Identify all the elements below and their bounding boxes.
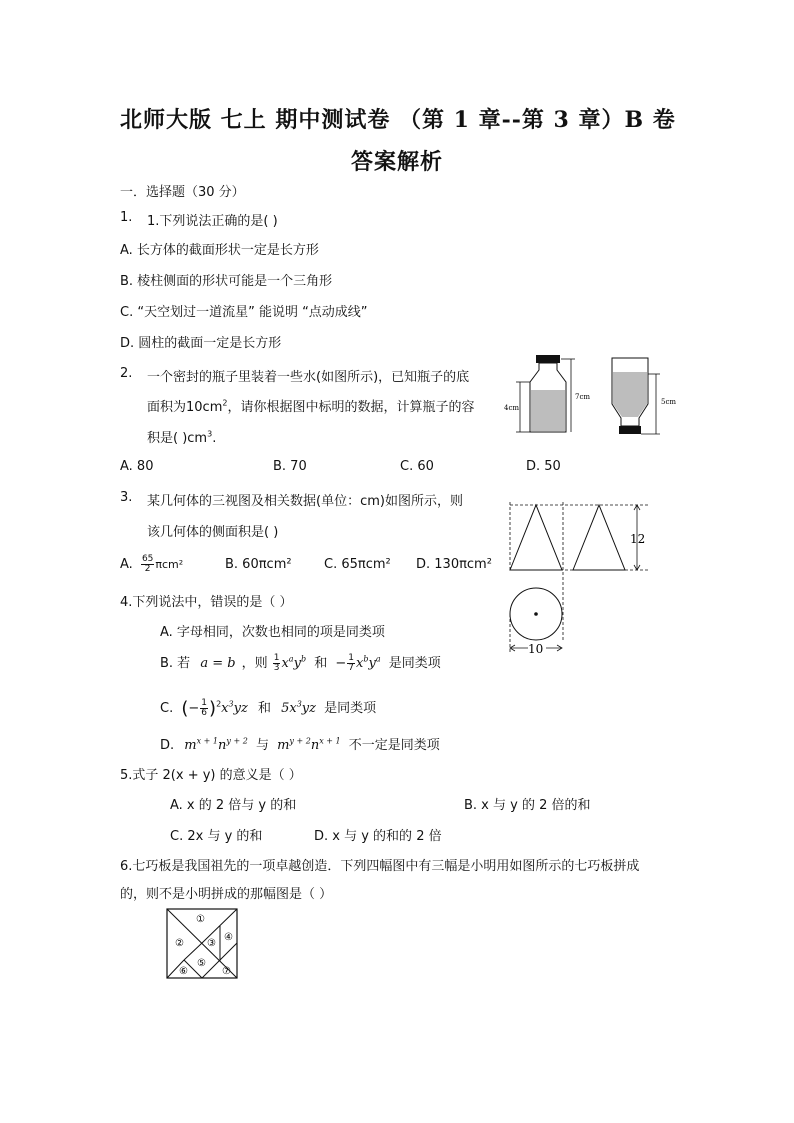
q1-option-b: B. 棱柱侧面的形状可能是一个三角形 xyxy=(120,274,333,289)
bottle-height-label: 7cm xyxy=(575,393,591,401)
tangram-piece-1: ① xyxy=(196,914,205,925)
tangram-piece-7: ⑦ xyxy=(222,966,231,977)
q6-line1: 6.七巧板是我国祖先的一项卓越创造．下列四幅图中有三幅是小明用如图所示的七巧板拼成 xyxy=(120,859,640,874)
q3-option-c: C. 65πcm² xyxy=(324,557,391,572)
cone-height-label: 12 xyxy=(630,532,646,546)
q1-stem: 1.下列说法正确的是( ) xyxy=(147,214,278,229)
q3-line2: 该几何体的侧面积是( ) xyxy=(147,525,279,540)
q2-option-c: C. 60 xyxy=(400,459,434,474)
q4-option-a: A. 字母相同，次数也相同的项是同类项 xyxy=(160,625,385,640)
q4-option-c: C. (− $\frac{1}{6}$ )$^2x^3yz$ 和 $5x^3yz$ 是同类项 xyxy=(160,698,377,719)
bottle-figure xyxy=(498,352,688,438)
three-view-figure xyxy=(500,502,660,657)
q5-option-b: B. x 与 y 的 2 倍的和 xyxy=(464,798,591,813)
q1-option-c: C. “天空划过一道流星” 能说明 “点动成线” xyxy=(120,305,368,320)
q4-stem: 4.下列说法中，错误的是（ ） xyxy=(120,595,293,610)
q2-line2: 面积为$10cm^2$，请你根据图中标明的数据，计算瓶子的容 xyxy=(147,398,475,415)
q3-option-d: D. 130πcm² xyxy=(416,557,492,572)
q5-option-c: C. 2x 与 y 的和 xyxy=(170,829,263,844)
q2-option-b: B. 70 xyxy=(273,459,307,474)
cone-diameter-label: 10 xyxy=(528,642,544,656)
q3-option-a: A. $\frac{65}{2}$ πcm² xyxy=(120,554,184,574)
tangram-piece-4: ④ xyxy=(224,932,233,943)
q5-stem: 5.式子 2(x + y) 的意义是（ ） xyxy=(120,768,302,783)
q2-number: 2. xyxy=(120,366,133,381)
q4-option-d: D. $m^{x + 1}n^{y + 2}$ 与 $m^{y + 2}n^{x + 1}$ 不一定是同类项 xyxy=(160,736,440,753)
section-heading: 一．选择题（30 分） xyxy=(120,185,245,200)
q2-line1: 一个密封的瓶子里装着一些水(如图所示)，已知瓶子的底 xyxy=(147,370,470,385)
tangram-piece-6: ⑥ xyxy=(179,966,188,977)
tangram-figure xyxy=(166,908,240,980)
q5-option-d: D. x 与 y 的和的 2 倍 xyxy=(314,829,442,844)
q6-line2: 的，则不是小明拼成的那幅图是（ ） xyxy=(120,887,333,902)
inverted-height-label: 5cm xyxy=(661,398,677,406)
q2-option-d: D. 50 xyxy=(526,459,561,474)
q1-option-d: D. 圆柱的截面一定是长方形 xyxy=(120,336,282,351)
page-title: 北师大版 七上 期中测试卷 （第 1 章--第 3 章）B 卷 xyxy=(120,107,676,133)
q3-line1: 某几何体的三视图及相关数据(单位：cm)如图所示，则 xyxy=(147,494,463,509)
q4-option-b: B. 若 a = b ，则 $\frac{1}{3}$ $x^ay^b$ 和 − $\frac{1}{7}$ $x^by^a$ 是同类项 xyxy=(160,653,441,673)
q5-option-a: A. x 的 2 倍与 y 的和 xyxy=(170,798,297,813)
q3-number: 3. xyxy=(120,490,133,505)
tangram-piece-5: ⑤ xyxy=(197,958,206,969)
q2-line3: 积是( )$cm^3$. xyxy=(147,429,217,446)
water-height-label: 4cm xyxy=(504,404,520,412)
q1-number: 1. xyxy=(120,210,133,225)
q2-option-a: A. 80 xyxy=(120,459,154,474)
tangram-piece-2: ② xyxy=(175,938,184,949)
page-subtitle: 答案解析 xyxy=(351,149,444,175)
tangram-piece-3: ③ xyxy=(207,938,216,949)
q3-option-b: B. 60πcm² xyxy=(225,557,292,572)
q1-option-a: A. 长方体的截面形状一定是长方形 xyxy=(120,243,319,258)
